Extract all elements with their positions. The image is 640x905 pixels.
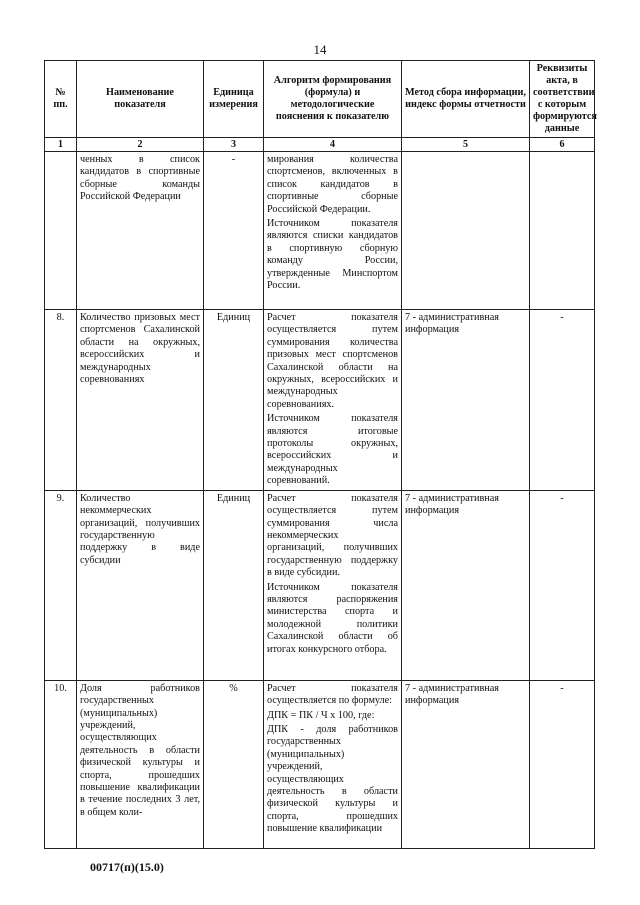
indicator-name: Доля работников государственных (муниципальных) учреждений, осуществляющих деятельность в области физической культуры и спорта, прошедших повышение квалификации в течение последних 3 лет, в общем коли- xyxy=(77,680,204,848)
row-number: 8. xyxy=(45,310,77,491)
algorithm-paragraph: Источником показателя являются итоговые протоколы окружных, всероссийских и международных соревнований. xyxy=(267,413,398,487)
indicator-unit: Единиц xyxy=(204,310,264,491)
indicator-unit: Единиц xyxy=(204,490,264,680)
indicators-table xyxy=(44,60,595,849)
column-number: 6 xyxy=(530,138,595,152)
algorithm-paragraph: ДПК = ПК / Ч х 100, где: xyxy=(267,709,375,721)
column-number: 3 xyxy=(204,138,264,152)
header-method: Метод сбора информации, индекс формы отчетности xyxy=(402,61,530,138)
collection-method xyxy=(402,152,530,310)
collection-method: 7 - административная информация xyxy=(402,490,530,680)
table-row xyxy=(45,152,595,310)
indicator-name: Количество некоммерческих организаций, получивших государственную поддержку в виде субсидии xyxy=(77,490,204,680)
algorithm-paragraph: Расчет показателя осуществляется путем суммирования количества призовых мест спортсменов Сахалинской области на окружных, всероссийских и международных соревнованиях. xyxy=(267,312,398,410)
indicator-unit: % xyxy=(204,680,264,848)
header-no: № пп. xyxy=(45,61,77,138)
indicator-algorithm xyxy=(264,152,402,310)
column-number: 5 xyxy=(402,138,530,152)
algorithm-paragraph: Источником показателя являются списки кандидатов в спортивную сборную команду России, утвержденные Минспортом России. xyxy=(267,218,398,292)
table-header-row xyxy=(45,61,595,138)
row-number: 10. xyxy=(45,680,77,848)
header-name: Наименование показателя xyxy=(77,61,204,138)
indicator-name: Количество призовых мест спортсменов Сахалинской области на окружных, всероссийских и международных соревнованиях xyxy=(77,310,204,491)
algorithm-paragraph: Источником показателя являются распоряжения министерства спорта и молодежной политики Сахалинской области об итогах конкурсного отбора. xyxy=(267,581,398,655)
header-algorithm: Алгоритм формирования (формула) и методологические пояснения к показателю xyxy=(264,61,402,138)
column-number: 2 xyxy=(77,138,204,152)
collection-method: 7 - административная информация xyxy=(402,310,530,491)
column-number: 1 xyxy=(45,138,77,152)
row-number: 9. xyxy=(45,490,77,680)
indicator-algorithm xyxy=(264,490,402,680)
algorithm-paragraph: Расчет показателя осуществляется по формуле: xyxy=(267,682,398,707)
page-number: 14 xyxy=(313,42,327,57)
table-row xyxy=(45,680,595,848)
indicator-name: ченных в список кандидатов в спортивные сборные команды Российской Федерации xyxy=(77,152,204,310)
algorithm-paragraph: ДПК - доля работников государственных (муниципальных) учреждений, осуществляющих деятельность в области физической культуры и спорта, прошедших повышение квалификации xyxy=(267,723,398,835)
row-number xyxy=(45,152,77,310)
act-requisites: - xyxy=(530,680,595,848)
table-row xyxy=(45,490,595,680)
column-number: 4 xyxy=(264,138,402,152)
algorithm-paragraph: Расчет показателя осуществляется путем суммирования числа некоммерческих организаций, получивших государственную поддержку в виде субсидии. xyxy=(267,492,398,579)
act-requisites: - xyxy=(530,490,595,680)
header-unit: Единица измерения xyxy=(204,61,264,138)
act-requisites: - xyxy=(530,310,595,491)
document-code: 00717(п)(15.0) xyxy=(90,860,164,874)
algorithm-paragraph: мирования количества спортсменов, включенных в список кандидатов в спортивные сборные Российской Федерации. xyxy=(267,154,398,215)
table-row xyxy=(45,310,595,491)
header-requisites: Реквизиты акта, в соответствии с которым формируются данные xyxy=(530,61,595,138)
indicator-algorithm xyxy=(264,680,402,848)
indicator-unit: - xyxy=(204,152,264,310)
column-number-row xyxy=(45,138,595,152)
act-requisites xyxy=(530,152,595,310)
collection-method: 7 - административная информация xyxy=(402,680,530,848)
indicator-algorithm xyxy=(264,310,402,491)
